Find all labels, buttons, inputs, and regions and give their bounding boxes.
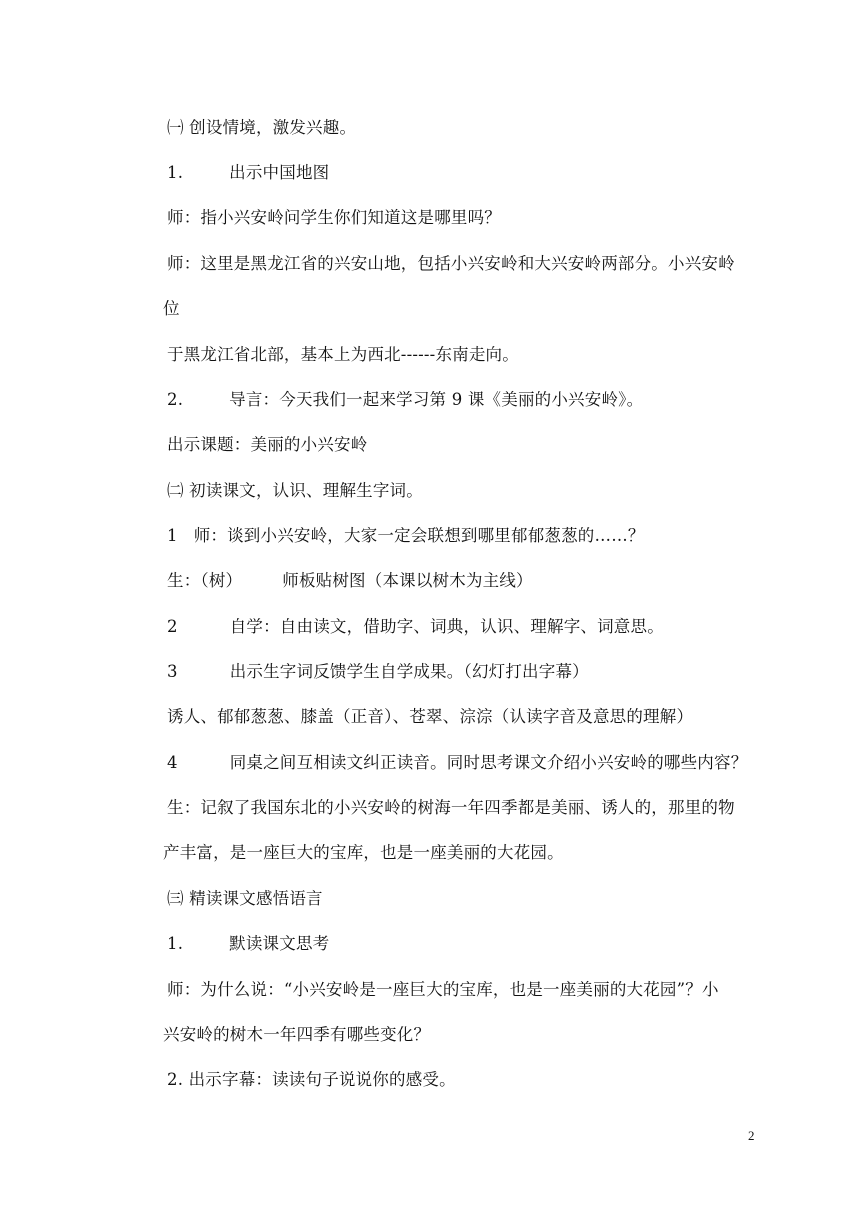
item-number: 2. [167,390,184,409]
paragraph-continuation [163,843,564,863]
section-heading-3 [167,889,323,909]
text: 生：记叙了我国东北的小兴安岭的树海一年四季都是美丽、诱人的，那里的物 [167,798,735,817]
text: 师：为什么说：“小兴安岭是一座巨大的宝库，也是一座美丽的大花园”？小 [167,980,719,999]
item-text: 师：谈到小兴安岭，大家一定会联想到哪里郁郁葱葱的……？ [193,526,645,545]
text: 诱人、郁郁葱葱、膝盖（正音）、苍翠、淙淙（认读字音及意思的理解） [167,707,694,726]
text: 2. 出示字幕：读读句子说说你的感受。 [167,1070,456,1089]
item-text: 自学：自由读文，借助字、词典，认识、理解字、词意思。 [229,617,664,636]
item-text: 出示中国地图 [229,163,330,182]
list-item-2-4 [167,753,747,773]
paragraph [167,707,693,727]
item-text: 出示生字词反馈学生自学成果。（幻灯打出字幕） [229,662,589,681]
text: 兴安岭的树木一年四季有哪些变化？ [163,1025,431,1044]
text: ㈢ 精读课文感悟语言 [167,889,323,908]
item-number: 1. [167,934,184,953]
item-number: 4 [167,753,178,772]
list-item-2-1 [167,526,645,546]
list-item-2-2 [167,617,664,637]
paragraph [167,980,719,1000]
paragraph [167,345,519,365]
item-text: 默读课文思考 [229,934,330,953]
text: 生：（树） [167,571,243,590]
paragraph-continuation [163,299,180,319]
list-item-2-3 [167,662,589,682]
paragraph [167,208,501,228]
item-number: 2 [167,617,178,636]
section-heading-1 [167,118,356,138]
text: 位 [163,299,180,318]
item-number: 3 [167,662,178,681]
list-item-1-2 [167,390,643,410]
text: 师：这里是黑龙江省的兴安山地，包括小兴安岭和大兴安岭两部分。小兴安岭 [167,254,735,273]
list-item-3-1 [167,934,329,954]
text: 产丰富，是一座巨大的宝库，也是一座美丽的大花园。 [163,843,564,862]
text: ㈠ 创设情境，激发兴趣。 [167,118,357,137]
text: 于黑龙江省北部，基本上为西北------东南走向。 [167,345,519,364]
paragraph [167,571,533,591]
page-number: 2 [748,1128,755,1143]
item-number: 1 [167,526,178,545]
text: 出示课题：美丽的小兴安岭 [167,435,368,454]
item-text: 同桌之间互相读文纠正读音。同时思考课文介绍小兴安岭的哪些内容？ [229,753,748,772]
paragraph [167,254,735,274]
text: ㈡ 初读课文，认识、理解生字词。 [167,481,423,500]
paragraph [167,798,735,818]
text: 师：指小兴安岭问学生你们知道这是哪里吗？ [167,208,501,227]
item-text: 导言：今天我们一起来学习第 9 课《美丽的小兴安岭》。 [229,390,644,409]
list-item-1-1 [167,163,329,183]
text: 师板贴树图（本课以树木为主线） [282,571,533,590]
paragraph-continuation [163,1025,430,1045]
section-heading-2 [167,481,423,501]
paragraph [167,435,367,455]
item-number: 1. [167,163,184,182]
list-item-3-2 [167,1070,456,1090]
